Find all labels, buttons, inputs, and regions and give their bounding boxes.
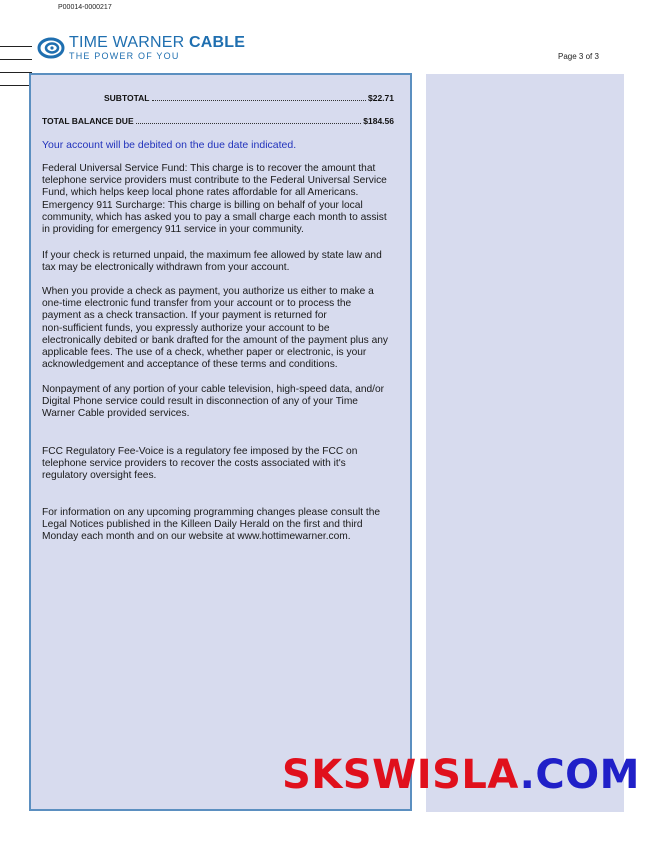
debit-notice: Your account will be debited on the due date indicated. <box>42 139 297 151</box>
usf-e911-notice: Federal Universal Service Fund: This charge is to recover the amount that telephone service providers must contribute to the Federal Universal Service Fund, which helps keep local phone rates affordable for all Americans. Emergency 911 Surcharge: This charge is billing on behalf of your local community, which has asked you to pay a small charge each month to assist in providing for emergency 911 service in your community. <box>42 163 387 236</box>
dot-leader <box>136 116 362 124</box>
brand-tagline: THE POWER OF YOU <box>69 51 180 61</box>
document-id: P00014-0000217 <box>58 4 112 11</box>
margin-line <box>0 59 32 60</box>
check-authorization-notice: When you provide a check as payment, you authorize us either to make a one-time electronic fund transfer from your account or to process the payment as a check transaction. If your payment is returned for non-sufficient funds, you expressly authorize your account to be electronically debited or bank drafted for the amount of the payment plus any applicable fees. The use of a check, whether paper or electronic, is your acknowledgement and acceptance of these terms and conditions. <box>42 286 389 371</box>
margin-line <box>0 46 32 47</box>
nonpayment-notice: Nonpayment of any portion of your cable television, high-speed data, and/or Digital Phone service could result in disconnection of any of your Time Warner Cable provided services. <box>42 384 385 420</box>
watermark: SKSWISLA.COM <box>282 752 640 798</box>
brand-name: TIME WARNER CABLE <box>69 34 246 51</box>
programming-notice: For information on any upcoming programming changes please consult the Legal Notices published in the Killeen Daily Herald on the first and third Monday each month and on our website at www.hottimewarner.com. <box>42 507 381 543</box>
page-number: Page 3 of 3 <box>558 52 599 61</box>
total-value: $184.56 <box>363 116 394 126</box>
total-row <box>42 116 394 126</box>
returned-check-notice: If your check is returned unpaid, the maximum fee allowed by state law and tax may be electronically withdrawn from your account. <box>42 250 382 274</box>
fcc-fee-notice: FCC Regulatory Fee-Voice is a regulatory fee imposed by the FCC on telephone service providers to recover the costs associated with it's regulatory oversight fees. <box>42 446 358 482</box>
margin-line <box>0 72 32 73</box>
statement-panel <box>29 73 412 811</box>
subtotal-value: $22.71 <box>368 93 394 103</box>
subtotal-label: SUBTOTAL <box>104 93 150 103</box>
margin-line <box>0 85 32 86</box>
swirl-logo-icon <box>37 36 65 60</box>
side-panel <box>426 74 624 812</box>
dot-leader <box>152 93 367 101</box>
total-label: TOTAL BALANCE DUE <box>42 116 134 126</box>
subtotal-row <box>104 93 394 103</box>
margin-lines <box>0 46 32 98</box>
